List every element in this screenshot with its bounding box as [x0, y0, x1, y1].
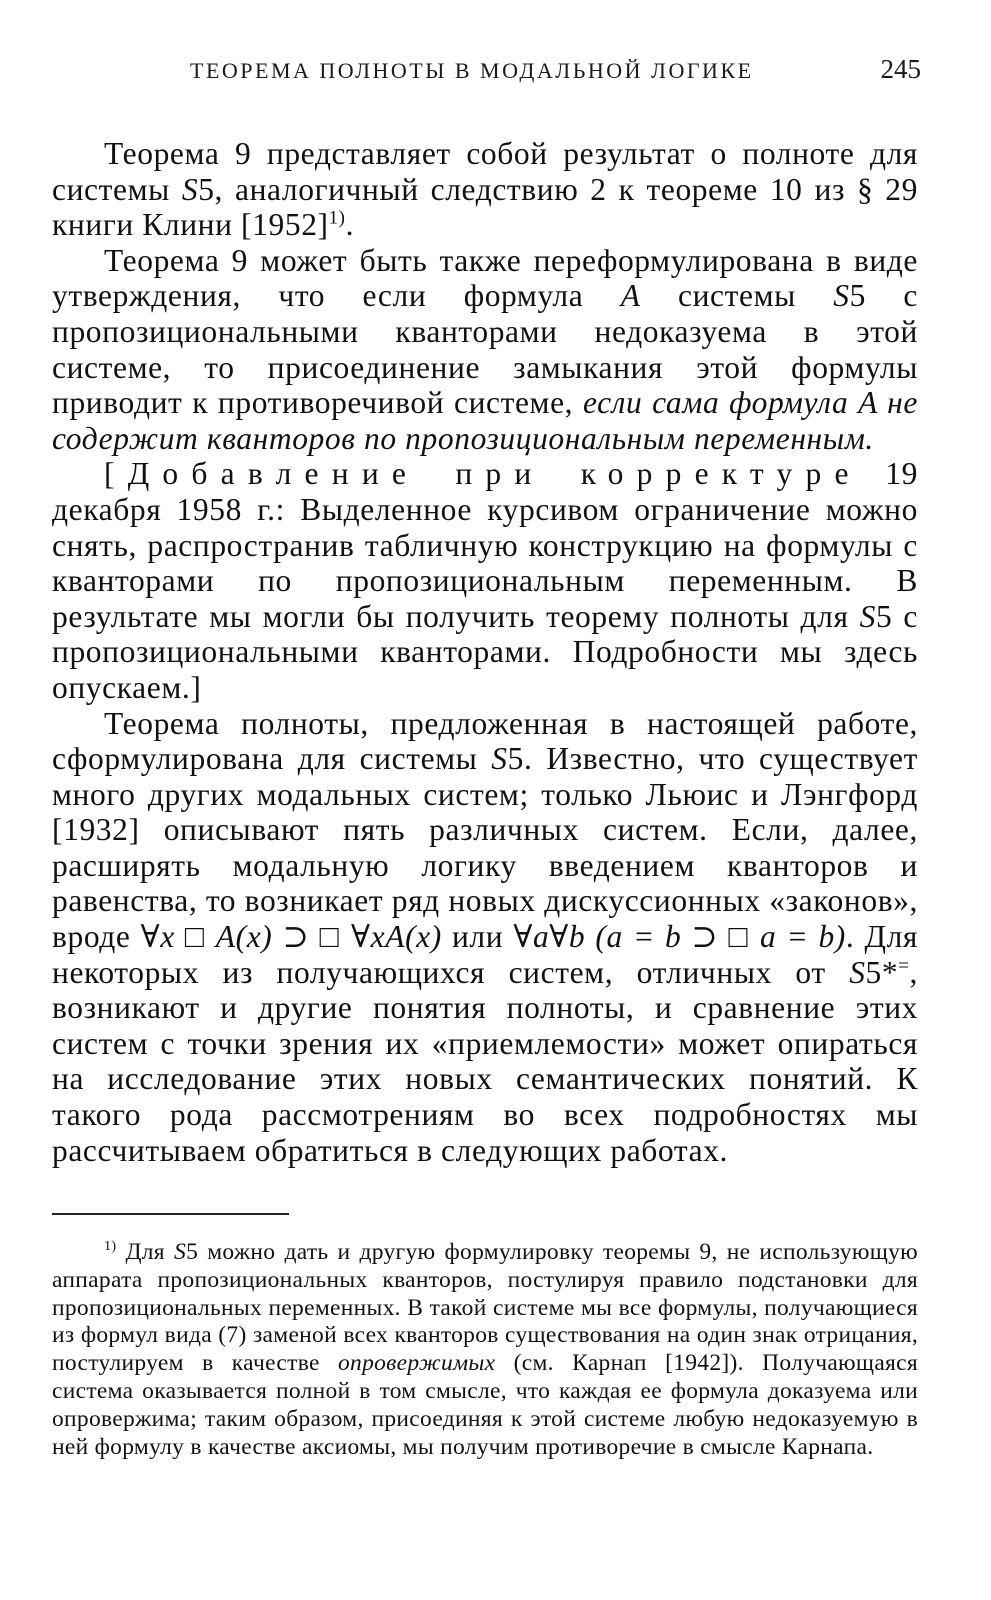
spaced-emphasis-text: [Добавление при корректуре — [104, 456, 862, 492]
italic-text: ∀x □ A(x) ⊃ □ ∀xA(x) — [140, 919, 442, 955]
text-run: системы — [640, 278, 834, 314]
footnote-1 — [52, 1239, 918, 1461]
text-run: или — [441, 919, 514, 955]
text-run: 5 с пропозициональными кванторами недоказуема в этой системе, то присоединение замыкания этой формулы приводит к противоречивой системе, — [52, 278, 918, 421]
text-run: 5 можно дать и другую формулировку теоремы 9, не использующую аппарата пропозициональных кванторов, постулируя правило подстановки для пропозициональных переменных. В такой системе мы все формулы, получающиеся из формул вида (7) заменой всех кванторов существования на один знак отрицания, постулируем в качестве — [52, 1239, 918, 1377]
body-text — [52, 136, 918, 1168]
superscript-mark: 1) — [104, 1238, 117, 1255]
text-run: 5. Известно, что существует много других модальных систем; только Льюис и Лэнгфорд [1932] описывают пять различных систем. Если, далее, расширять модальную логику введением кванторов и равенства, то возникает ряд новых дискуссионных «законов», вроде — [52, 741, 918, 955]
paragraph-theorem-9-result — [52, 136, 918, 243]
italic-text: S — [849, 954, 866, 990]
italic-text: если сама формула A не содержит кванторов по пропозициональным переменным. — [52, 385, 918, 456]
text-run: . Для некоторых из получающихся систем, отличных от — [52, 919, 918, 990]
italic-text: S — [174, 1239, 187, 1265]
italic-text: ∀a∀b (a = b ⊃ □ a = b) — [513, 919, 846, 955]
italic-text: S — [833, 278, 850, 314]
text-run: 5* — [865, 954, 899, 990]
text-run: Теорема 9 может быть также переформулирована в виде утверждения, что если формула — [52, 242, 918, 314]
paragraph-theorem-9-reformulation — [52, 243, 918, 457]
footnotes — [52, 1239, 918, 1461]
superscript-mark: = — [898, 955, 910, 977]
text-run: 5 с пропозициональными кванторами. Подробности мы здесь опускаем.] — [52, 598, 918, 705]
running-title: ТЕОРЕМА ПОЛНОТЫ В МОДАЛЬНОЙ ЛОГИКЕ — [190, 58, 754, 83]
text-run: 5, аналогичный следствию 2 к теореме 10 из § 29 книги Клини [1952] — [52, 171, 918, 243]
footnote-divider — [52, 1213, 289, 1215]
paragraph-proof-addendum — [52, 456, 918, 705]
text-run: Для — [116, 1239, 175, 1265]
text-run: , возникают и другие понятия полноты, и сравнение этих систем с точки зрения их «приемлемости» может опираться на исследование этих новых семантических понятий. К такого рода рассмотрениям во всех подробностях мы рассчитываем обратиться в следующих работах. — [52, 954, 918, 1168]
text-run: . — [345, 207, 355, 243]
italic-text: опровержимых — [337, 1350, 496, 1377]
italic-text: S — [491, 741, 508, 777]
text-run: Теорема 9 представляет собой результат о полноте для системы — [52, 136, 918, 207]
italic-text: S — [859, 598, 876, 634]
page-number: 245 — [880, 54, 921, 84]
paragraph-other-modal-systems — [52, 706, 918, 1169]
italic-text: S — [181, 171, 199, 207]
italic-text: A — [620, 278, 641, 314]
text-run: Теорема полноты, предложенная в настоящей работе, сформулирована для системы — [52, 705, 918, 777]
text-run: 19 декабря 1958 г.: Выделенное курсивом ограничение можно снять, распространив табличную конструкцию на формулы с кванторами по пропозициональным переменным. В результате мы могли бы получить теорему полноты для — [52, 456, 918, 634]
superscript-mark: 1) — [328, 207, 346, 229]
text-run: (см. Карнап [1942]). Получающаяся система оказывается полной в том смысле, что каждая ее формула доказуема или опровержима; таким образом, присоединяя к этой системе любую недоказуемую в ней формулу в качестве аксиомы, мы получим противоречие в смысле Карнапа. — [52, 1350, 918, 1460]
